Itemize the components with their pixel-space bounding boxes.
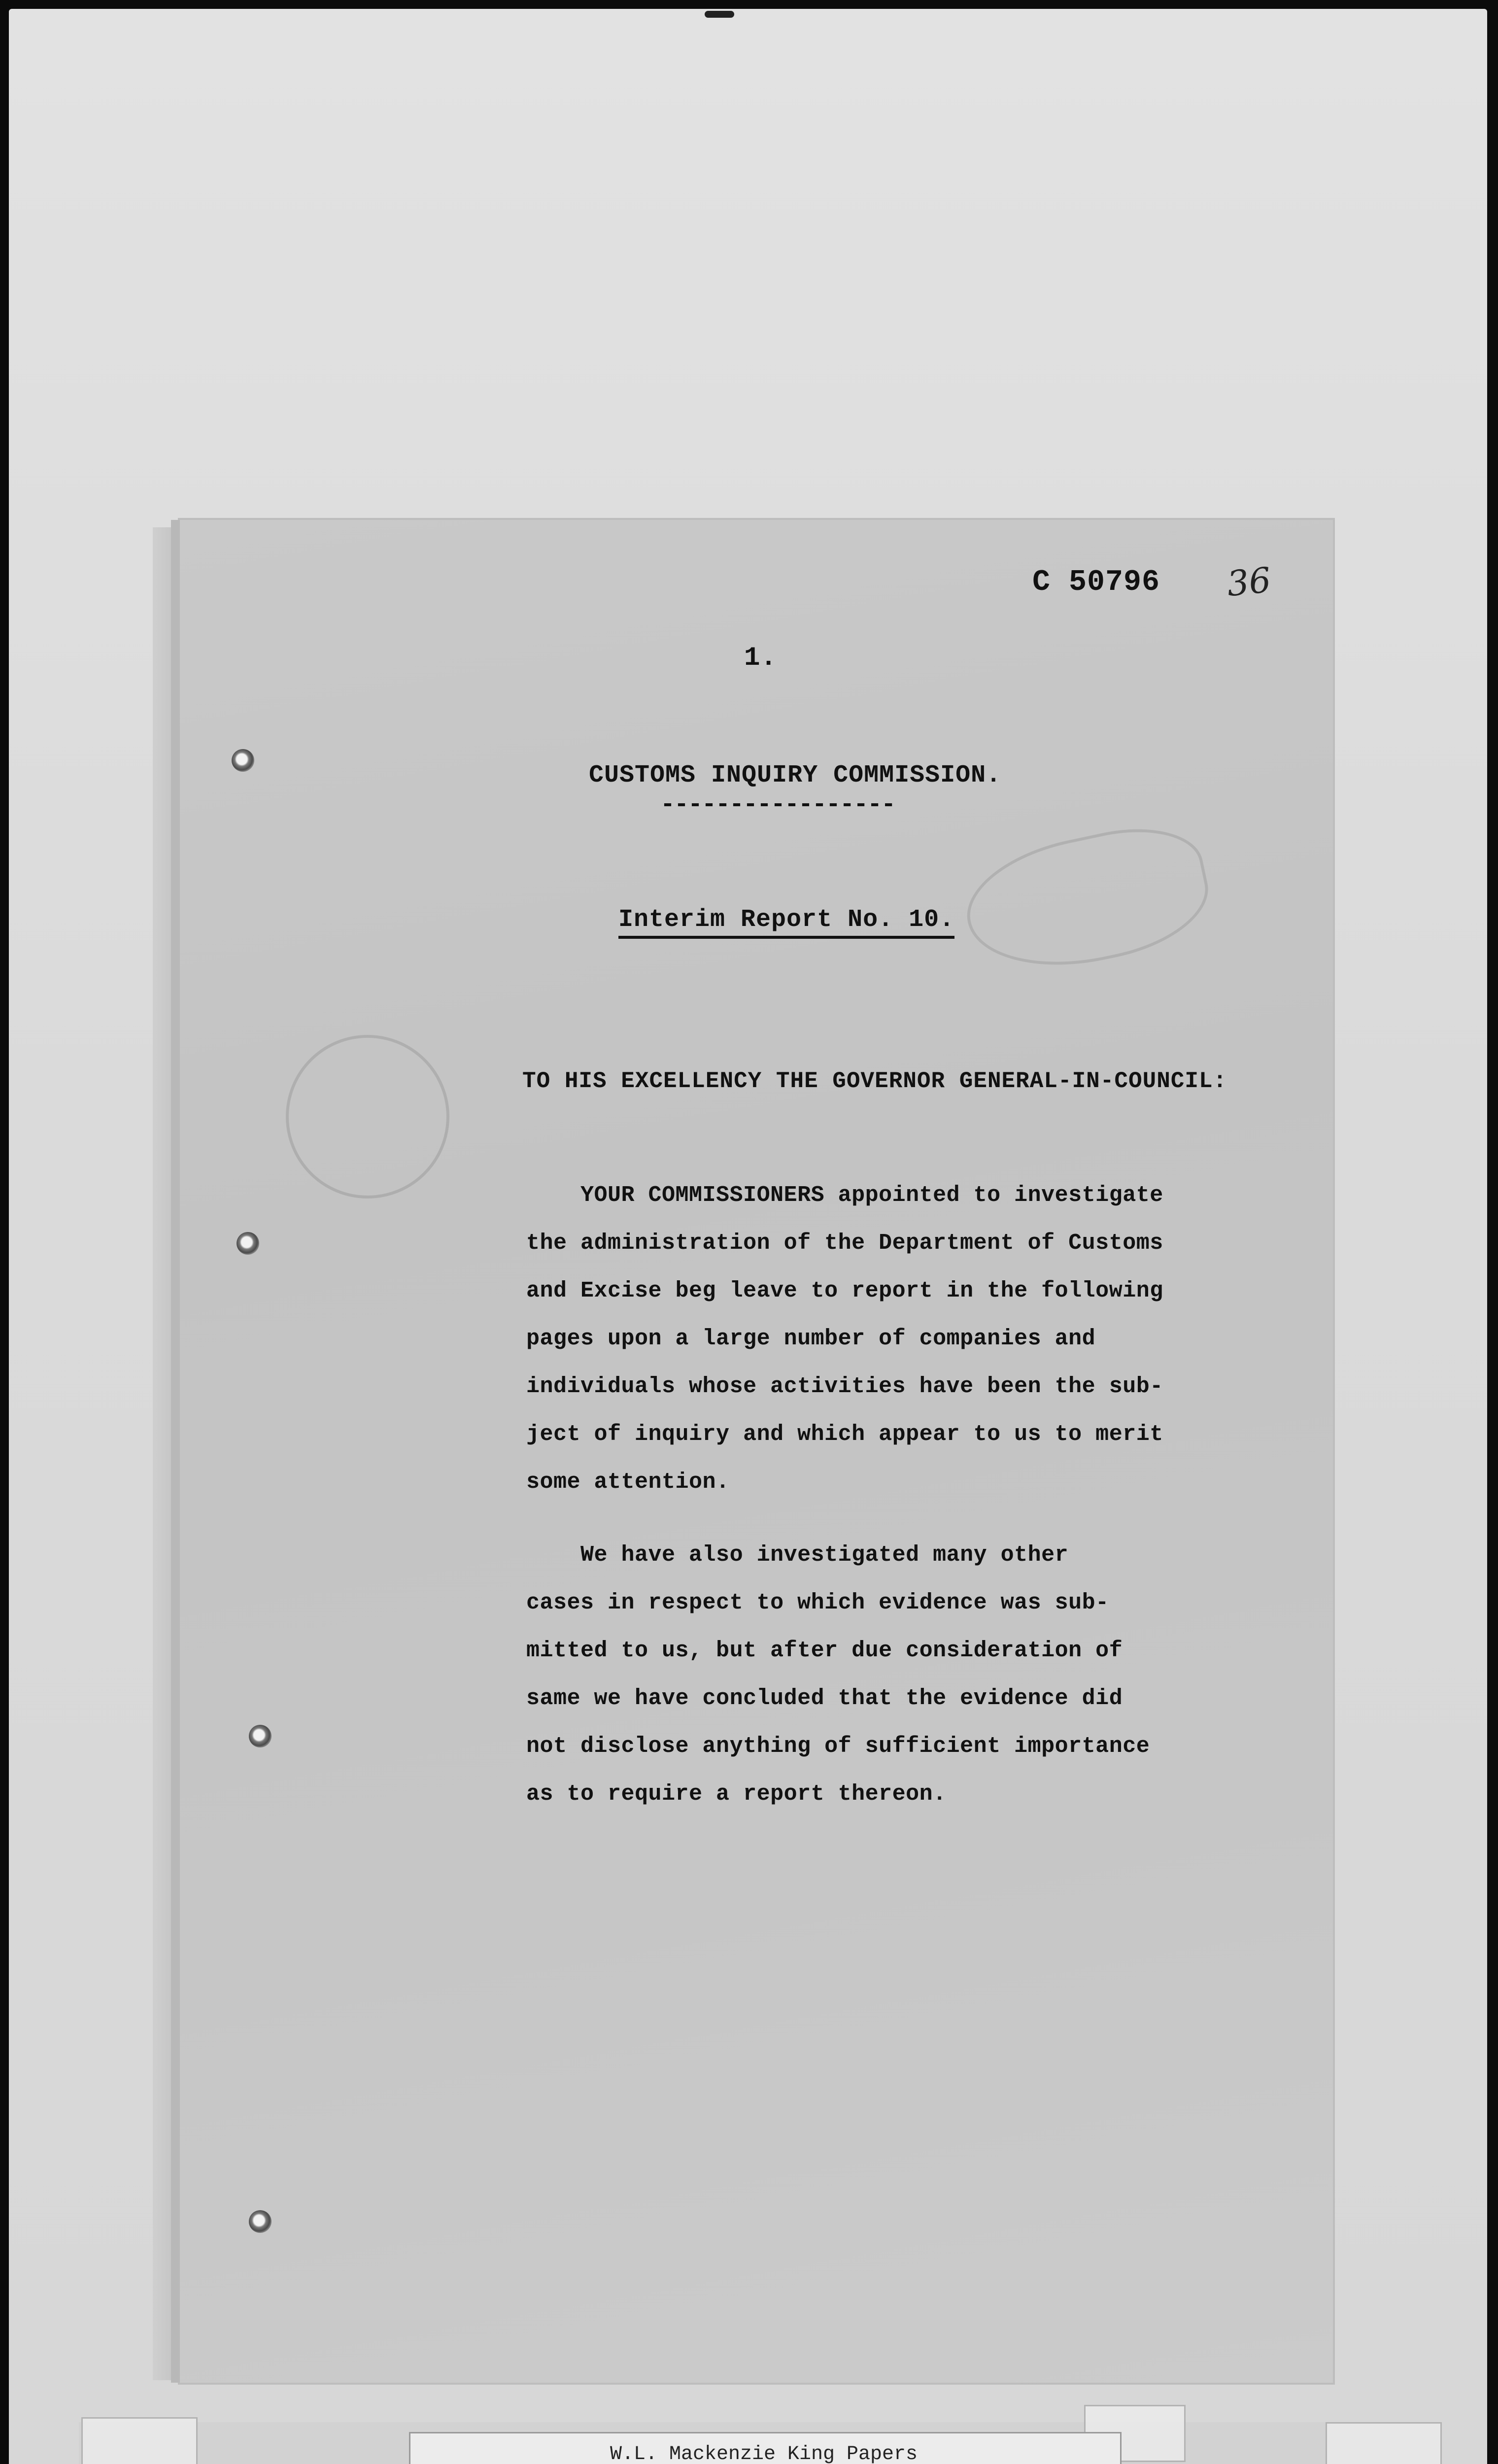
paragraph-1-line: individuals whose activities have been the sub-	[526, 1374, 1163, 1399]
punch-hole-icon	[232, 749, 254, 772]
film-edge-mark	[705, 11, 734, 18]
punch-hole-icon	[249, 1725, 272, 1747]
paragraph-1-line: some attention.	[526, 1470, 730, 1495]
paragraph-1-line: YOUR COMMISSIONERS appointed to investigate	[526, 1183, 1163, 1208]
punch-hole-icon	[237, 1232, 259, 1255]
paragraph-2-line: not disclose anything of sufficient importance	[526, 1734, 1150, 1759]
page-number: 1.	[744, 643, 777, 673]
report-title: Interim Report No. 10.	[618, 906, 954, 939]
handwritten-page-number: 36	[1225, 559, 1273, 605]
paragraph-2-line: same we have concluded that the evidence did	[526, 1686, 1123, 1711]
faint-stamp-mark	[286, 1035, 449, 1198]
page-edge-shadow	[153, 527, 182, 2380]
paragraph-1-line: and Excise beg leave to report in the following	[526, 1278, 1163, 1303]
reference-number: C 50796	[1032, 566, 1160, 599]
title-underline: -----------------	[660, 791, 895, 819]
paragraph-1-line: the administration of the Department of Customs	[526, 1231, 1163, 1256]
commission-title: CUSTOMS INQUIRY COMMISSION.	[589, 761, 1002, 789]
collection-name: W.L. Mackenzie King Papers	[610, 2443, 918, 2464]
tape-strip	[81, 2417, 198, 2464]
tape-strip	[1326, 2422, 1442, 2464]
paragraph-1-line: ject of inquiry and which appear to us to merit	[526, 1422, 1163, 1447]
paragraph-2-line: We have also investigated many other	[526, 1542, 1069, 1568]
paragraph-2-line: cases in respect to which evidence was sub-	[526, 1590, 1109, 1615]
paragraph-2-line: mitted to us, but after due consideration of	[526, 1638, 1123, 1663]
punch-hole-icon	[249, 2210, 272, 2233]
paragraph-2-line: as to require a report thereon.	[526, 1781, 947, 1807]
paragraph-1-line: pages upon a large number of companies and	[526, 1326, 1096, 1351]
address-line: TO HIS EXCELLENCY THE GOVERNOR GENERAL-IN-COUNCIL:	[522, 1068, 1227, 1094]
